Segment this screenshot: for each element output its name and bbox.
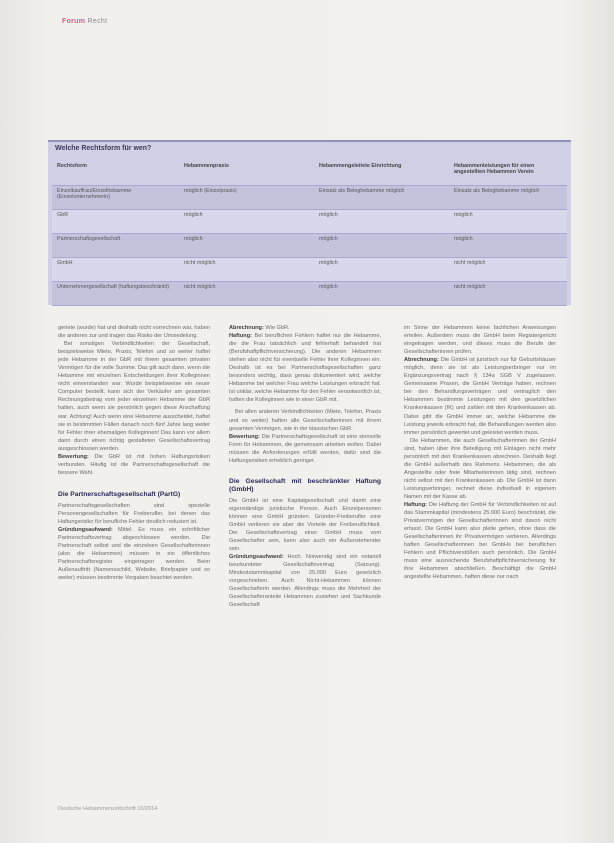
article-column-1 — [58, 324, 210, 582]
table-cell: Einsatz als Beleghebamme möglich — [449, 186, 567, 210]
section-heading: Die Partnerschaftsgesellschaft (PartG) — [58, 490, 181, 498]
paragraph — [229, 433, 381, 465]
table-cell: möglich — [179, 234, 314, 258]
table-cell: nicht möglich — [449, 282, 567, 306]
run-in-label: Abrechnung: — [229, 325, 264, 331]
table-cell: Unternehmergesellschaft (haftungsbeschränkt) — [52, 282, 179, 306]
run-in-label: Haftung: — [404, 502, 427, 509]
table-header-row — [52, 161, 567, 186]
table-cell: möglich — [449, 210, 567, 234]
table-cell: Einsatz als Beleghebamme möglich — [314, 186, 449, 210]
paragraph-text: Mittel. Es muss ein schriftlicher Partnerschaftsvertrag abgeschlossen werden. Die Partnerschaft selbst und die einzelnen Gesellschafterinnen (also die Hebammen) müssen in ein öffentliches Partnerschaftsregister eingetragen werden. Beim Außenauftritt (Namensschild, Website, Briefpapier und so weiter) müssen bestimmte Vorgaben beachtet werden. — [58, 527, 210, 582]
legal-form-table-box — [48, 140, 571, 305]
paragraph — [229, 553, 381, 609]
paragraph: Partnerschaftsgesellschaften sind spezielle Personengesellschaften für Freiberufler, bei denen das Haftungsrisiko für berufliche Fehler deutlich reduziert ist. — [58, 502, 210, 525]
paragraph-text: Die GmbH ist juristisch nur für Geburtshäuser möglich, denn sie ist als Leistungserbringer nur im Ergänzungsvertrag nach § 134a SGB V zugelassen. Gemeinsame Praxen, die GmbH Verträge haben, rechnen bei den Behandlungsverträgen und vertraglich den Hebammen bestimmte Leistungen mit den gesetzlichen Krankenkassen (IK) und zahlen mit den Krankenkassen ab. Dabei gibt die GmbH immer an, welche Hebamme die Leistung jeweils erbracht hat, die Behandlungen werden also immer persönlich gewertet und geleistet werden muss. — [404, 357, 556, 436]
paragraph — [58, 453, 210, 477]
paragraph — [229, 324, 381, 332]
table-cell: möglich — [314, 258, 449, 282]
paragraph: Bei allen anderen Verbindlichkeiten (Miete, Telefon, Praxis und so weiter) haften alle Gesellschafterinnen mit ihrem gesamten Vermögen, wie in der klassischen GbR. — [229, 409, 381, 432]
paragraph-text: Hoch. Notwendig sind ein notariell beurkundeter Gesellschaftsvertrag (Satzung). Mindeststammkapital von 25.000 Euro gesetzlich vorgeschrieben. Auch Nicht-Hebammen können Gesellschafterin werden. Allerdings muss die Mehrheit der Gesellschafteranteile Hebammen zustehen und Sachkunde Gesellschaft — [229, 554, 381, 609]
table-cell: möglich — [314, 282, 449, 306]
paragraph-text: Die Partnerschaftsgesellschaft ist eine sinnvolle Form für Hebammen, die gemeinsam arbeiten wollen. Dabei müssen die Anforderungen erfüllt werden, dafür sind die Haftungsrisiken erheblich geringer. — [229, 433, 381, 464]
table-header-cell: Hebammenleistungen für einen angestellten Hebammen Verein — [449, 161, 567, 186]
section-heading: Die Gesellschaft mit beschränkter Haftung (GmbH) — [229, 477, 381, 493]
run-in-label: Abrechnung: — [404, 357, 439, 364]
running-head — [62, 18, 107, 25]
paragraph-text: Die GbR ist mit hohen Haftungsrisiken verbunden. Häufig ist die Partnerschaftsgesellschaft die bessere Wahl. — [58, 453, 210, 476]
page-footer: Deutsche Hebammenzeitschrift 10/2014 — [58, 806, 158, 812]
legal-form-table — [52, 161, 567, 306]
paragraph-text: Bei beruflichen Fehlern haftet nur die Hebamme, die die Frau tatsächlich und fehlerhaft behandelt hat (Berufshaftpflichtversicherung). Die anderen Hebammen stehen also nicht für eventuelle Fehler ihrer Kolleginnen ein. Deshalb ist es bei Partnerschaftsgesellschaften ganz besonders wichtig, dass genau dokumentiert wird, welche Hebamme bei welcher Frau welche Leistungen erbracht hat. Ist unklar, welche Hebamme für den Fehler verantwortlich ist, haften die Kolleginnen wie in einer GbR mit. — [229, 333, 381, 404]
table-cell: möglich (Einzelpraxis) — [179, 186, 314, 210]
table-cell: GmbH — [52, 258, 179, 282]
table-cell: möglich — [314, 234, 449, 258]
paragraph — [58, 526, 210, 582]
paragraph: Die Hebammen, die auch Gesellschafterinnen der GmbH sind, haben über ihre Beteiligung mit Einlagen nicht mehr persönlich mit den Krankenkassen abrechnen. Deshalb liegt die GmbH außerhalb des Rahmens. Hebammen, die als Angestellte oder freie Mitarbeiterinnen tätig sind, rechnen nicht selbst mit den Krankenkassen ab. Die GmbH ist dann Leistungserbringer, rechnet diese individuell in eigenem Namen mit der Kasse ab. — [404, 437, 556, 500]
paragraph-text: Wie GbR. — [263, 325, 290, 331]
article-column-2 — [229, 324, 381, 609]
table-header-cell: Rechtsform — [52, 161, 179, 186]
running-head-section: Forum — [62, 18, 86, 25]
running-head-rest: Recht — [87, 18, 108, 25]
table-cell: möglich — [179, 210, 314, 234]
paragraph: Die GmbH ist eine Kapitalgesellschaft und damit eine eigenständige juristische Person. Auch Einzelpersonen können eine GmbH gründen. Gründer-Freiberufler eine GmbH verlieren sie aber die Vorteile der Freiberuflichkeit. Der Gesellschaftsvertrag einer GmbH muss vom Gesellschafter sein, kann also auch ein Außenstehender sein. — [229, 497, 381, 553]
table-title: Welche Rechtsform für wen? — [55, 145, 152, 152]
table-cell: möglich — [449, 234, 567, 258]
paragraph: Bei sonstigen Verbindlichkeiten der Gesellschaft, beispielsweise Miete, Praxis, Telefon und so weiter haftet jede Hebamme in der GbR mit ihrem gesamten privaten Vermögen für die volle Summe. Das gilt auch dann, wenn die Hebamme mit einzelnen Entscheidungen ihrer Kolleginnen nicht einverstanden war. Wurde beispielsweise ein neuer Computer bestellt, kann sich der Verkäufer am gesamten Rechnungsbetrag vom jeder einzelnen Hebamme der GbR halten, auch wenn sie persönlich gegen diese Anschaffung war. Achtung! Auch wenn eine Hebamme ausscheidet, haftet sie in bestimmten Fällen danach noch fünf Jahre lang weiter für Fehler ihrer ehemaligen Kolleginnen! Das kann vor allem dann durch einen richtig gestalteten Gesellschaftsvertrag ausgeschlossen werden. — [58, 341, 210, 452]
table-row — [52, 282, 567, 306]
table-cell: nicht möglich — [179, 282, 314, 306]
paragraph: im Sinne der Hebammen keine fachlichen Anweisungen erteilen. Außerdem muss die GmbH beim Registergericht eingetragen werden, und dieses muss die Berufe der Gesellschafterinnen prüfen. — [404, 325, 556, 356]
paragraph — [229, 332, 381, 404]
table-cell: Einzelkauffrau/Einzelhebamme (Einzelunternehmerin) — [52, 186, 179, 210]
article-column-3 — [404, 324, 556, 582]
table-cell: möglich — [314, 210, 449, 234]
table-row — [52, 210, 567, 234]
paragraph — [404, 501, 556, 581]
table-header-cell: Hebammengeleitete Einrichtung — [314, 161, 449, 186]
table-cell: nicht möglich — [179, 258, 314, 282]
run-in-label: Haftung: — [229, 333, 252, 340]
paragraph — [404, 356, 556, 436]
run-in-label: Bewertung: — [58, 453, 89, 460]
table-row — [52, 234, 567, 258]
run-in-label: Gründungsaufwand: — [229, 554, 284, 561]
table-row — [52, 186, 567, 210]
run-in-label: Gründungsaufwand: — [58, 527, 113, 534]
table-row — [52, 258, 567, 282]
paragraph-text: Die Haftung der GmbH für Verbindlichkeiten ist auf das Stammkapital (mindestens 25.000 Euro) beschränkt, die Privatvermögen der Gesellschafterinnen sind davon nicht erfasst. Die GmbH kann also pleite gehen, ohne dass die Gesellschafterinnen ihr Privatvermögen verlieren. Allerdings haften Gesellschafterinnen bei GmbHs bei beruflichen Fehlern und Pflichtverstößen auch persönlich. Die GmbH muss eine ausreichende Berufshaftpflichtversicherung für ihre Hebammen abschließen. Beschäftigt die GmbH angestellte Hebammen, haften diese nur nach — [404, 502, 556, 581]
table-cell: GbR — [52, 210, 179, 234]
table-cell: Partnerschaftsgesellschaft — [52, 234, 179, 258]
paragraph: geriete (wurde) hat und deshalb nicht vorrechnen war, haben die anderen zur und tragen das Risiko der Umsiedelung. — [58, 325, 210, 340]
table-header-cell: Hebammenpraxis — [179, 161, 314, 186]
table-cell: nicht möglich — [449, 258, 567, 282]
run-in-label: Bewertung: — [229, 433, 260, 440]
